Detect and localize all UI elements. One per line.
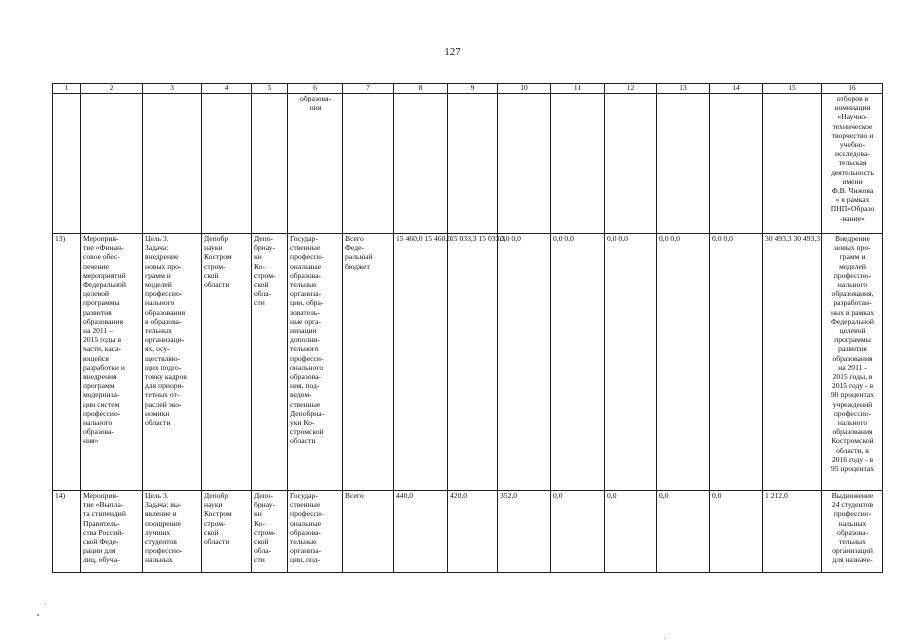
amount-cell: 440,0 (394, 491, 448, 573)
amount-cell: 0,0 0,0 (710, 234, 763, 491)
participants: Государ- ственные професси- ональные образова- тельные организа- ции, под- (288, 491, 343, 573)
col-header: 2 (81, 84, 143, 94)
col-header: 13 (657, 84, 710, 94)
executor: Депобр науки Костром стром- ской области (202, 491, 252, 573)
col-header: 7 (343, 84, 394, 94)
funding-source: Всего (343, 491, 394, 573)
col-header: 3 (143, 84, 202, 94)
cell-text: отборов в номинации «Научно- техническое творчество и учебно- исследова- тельская деятельность имени Ф.В. Чижова » в рамках ПНП«Образо -вание» (830, 94, 875, 223)
funding-source: Всего Феде- ральный бюджет (343, 234, 394, 491)
col-header: 11 (551, 84, 605, 94)
continued-row (53, 94, 883, 234)
activity-name: Мероприя- тие «Выпла- та стипендий Правитель- ства Россий- ской Феде- рации для лиц, обуча- (81, 491, 143, 573)
col-header: 10 (498, 84, 551, 94)
table-cell (252, 94, 288, 234)
scan-speck (664, 638, 665, 639)
table-cell (498, 94, 551, 234)
coexecutor: Депо- брнау- ки Ко- стром- ской обла- сти (252, 491, 288, 573)
table-cell (822, 94, 883, 234)
activity-name: Мероприя- тие «Финан- совое обес- печение мероприятий Федеральной целевой программы развития образования на 2011 – 2015 годы в части, каса- ющейся разработки и внедрения программ модерниза- ции систем профессио- нального образова- ния» (81, 234, 143, 491)
table-cell (343, 94, 394, 234)
col-header: 4 (202, 84, 252, 94)
page-number: 127 (444, 46, 461, 58)
table-cell (710, 94, 763, 234)
col-header: 15 (763, 84, 822, 94)
expected-result: Внедрение новых про- грамм и моделей профессио- нального образования, разработан- ных в рамках Федеральной целевой программы развития образования на 2011 - 2015 годы, в 2015 году - в 90 процентах учреждений профессио- нального образования Костромской области, в 2016 году - в 95 процентах (822, 234, 883, 491)
table-cell (53, 94, 81, 234)
amount-cell: 352,0 (498, 491, 551, 573)
scan-speck (45, 604, 46, 605)
table-cell (288, 94, 343, 234)
total-cell: 1 212,0 (763, 491, 822, 573)
col-header: 9 (448, 84, 498, 94)
table-cell (551, 94, 605, 234)
table-cell (448, 94, 498, 234)
table-cell (81, 94, 143, 234)
table-cell (657, 94, 710, 234)
goal-task: Цель 3. Задача: внедрение новых про- грамм и моделей профессио- нального образования в образова- тельных организаци- ях, осу- ществляю- щих подго- товку кадров для приори- тетных от- раслей эко- номики области (143, 234, 202, 491)
col-header: 1 (53, 84, 81, 94)
col-header: 8 (394, 84, 448, 94)
table-row (53, 491, 883, 573)
participants: Государ- ственные професси- ональные образова- тельные организа- ции, обра- зователь- ные орга- низации дополни- тельного професси- онального образова- ния, под- ведом- ственные Депобрна- уки Ко- стромской области (288, 234, 343, 491)
total-cell: 30 493,3 30 493,3 (763, 234, 822, 491)
coexecutor: Депо- брнау- ки Ко- стром- ской обла- сти (252, 234, 288, 491)
col-header: 5 (252, 84, 288, 94)
amount-cell: 0,0 (605, 491, 657, 573)
row-number: 13) (53, 234, 81, 491)
scan-speck (37, 614, 39, 616)
amount-cell: 0,0 0,0 (498, 234, 551, 491)
amount-cell: 15 460,0 15 460,0 (394, 234, 448, 491)
amount-cell: 0,0 0,0 (551, 234, 605, 491)
amount-cell: 0,0 0,0 (605, 234, 657, 491)
goal-task: Цель 3. Задача: вы- явление и поощрение лучших студентов профессио- нальных (143, 491, 202, 573)
col-header: 14 (710, 84, 763, 94)
amount-cell: 0,0 (657, 491, 710, 573)
col-header: 16 (822, 84, 883, 94)
amount-cell: 0,0 (551, 491, 605, 573)
table-cell (763, 94, 822, 234)
table-cell (605, 94, 657, 234)
table-cell (143, 94, 202, 234)
table-cell (394, 94, 448, 234)
expected-result: Выдвижение 24 студентов профессио- нальных образова- тельных организаций для назначе- (822, 491, 883, 573)
amount-cell: 0,0 0,0 (657, 234, 710, 491)
column-number-row (53, 84, 883, 94)
program-table (52, 83, 883, 573)
amount-cell: 0,0 (710, 491, 763, 573)
amount-cell: 15 033,3 15 033,3 (448, 234, 498, 491)
executor: Депобр науки Костром стром- ской области (202, 234, 252, 491)
cell-text: образова- ния (300, 94, 331, 113)
col-header: 12 (605, 84, 657, 94)
table-row (53, 234, 883, 491)
col-header: 6 (288, 84, 343, 94)
table-cell (202, 94, 252, 234)
amount-cell: 420,0 (448, 491, 498, 573)
row-number: 14) (53, 491, 81, 573)
